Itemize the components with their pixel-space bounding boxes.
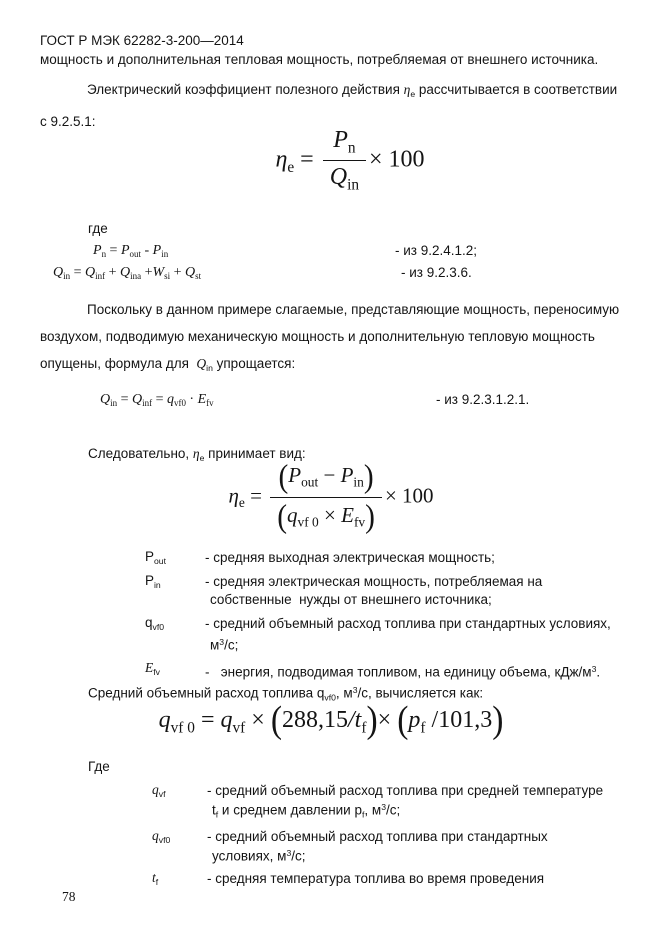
where-label-2: Где xyxy=(88,759,110,774)
where-label-1: где xyxy=(88,221,108,236)
paragraph-line: опущены, формула для $Q_{in}$ упрощается: xyxy=(40,356,296,374)
definition-tf xyxy=(152,870,632,887)
equation-qin-simplified: $Q_{in} = Q_{inf} = q_{vf0} \cdot E_{fv}$ xyxy=(100,392,214,409)
paragraph-line: с 9.2.5.1: xyxy=(40,114,96,130)
fraction xyxy=(270,460,382,535)
paren-group: $(P_{out} - P_{in})$ xyxy=(278,459,374,495)
paragraph-simplification xyxy=(40,296,619,382)
definition-term: $P_{out}$ xyxy=(145,549,167,567)
definition-term: $t_f$ xyxy=(152,869,159,887)
definition-qvf xyxy=(152,782,632,823)
definition-desc: - средний объемный расход топлива при стандартных условиях, $м^3/с$; xyxy=(207,829,548,864)
definition-pout xyxy=(145,549,625,567)
definition-list-1 xyxy=(145,549,625,688)
equation-reference: - из 9.2.4.1.2; xyxy=(395,243,478,258)
header-continuation-text: мощность и дополнительная тепловая мощность, потребляемая от внешнего источника. xyxy=(40,52,599,67)
paragraph-line: Средний объемный расход топлива $q_{vf0}$, $м^3/с$, вычисляется как: xyxy=(88,685,484,703)
definition-term: $q_{vf0}$ xyxy=(152,828,171,846)
paren-group: ($p_f$ /101,3) xyxy=(397,699,504,742)
paragraph-line: Следовательно, $\eta_е$ принимает вид: xyxy=(88,446,306,464)
definition-desc: - средняя электрическая мощность, потребляемая на собственные нужды от внешнего источника; xyxy=(205,574,543,607)
fraction: $\frac{P_n}{Q_{in}}$ xyxy=(323,126,366,196)
page-number: 78 xyxy=(62,889,76,904)
definition-list-2 xyxy=(152,782,632,892)
formula-qvf0-calculation: $q_{vf 0} = q_{vf} \times (288,15/t_f)\times (p_f$ /101,3) xyxy=(158,699,504,742)
definition-pin xyxy=(145,573,625,609)
definition-term: $q_{vf0}$ xyxy=(145,615,165,633)
paren-group: $(288,15/t_f)$ xyxy=(270,699,378,742)
definition-desc: - средняя температура топлива во время проведения xyxy=(207,870,545,886)
paragraph-line: Электрический коэффициент полезного действия $\eta_е$ рассчитывается в соответствии xyxy=(87,82,618,100)
equation-row-pn xyxy=(0,243,662,265)
definition-desc: - средний объемный расход топлива при средней температуре $t_f$ и среднем давлении $p_f$, $м^3/с$; xyxy=(207,783,604,820)
paragraph-line: воздухом, подводимую механическую мощность и дополнительную тепловую мощность xyxy=(40,329,595,344)
definition-qvf0-standard xyxy=(152,828,632,864)
definition-desc: - энергия, подводимая топливом, на единицу объема, кДж/$м^3$. xyxy=(205,664,601,680)
standard-number: ГОСТ Р МЭК 62282-3-200—2014 xyxy=(40,33,244,48)
formula-efficiency-expanded: $\eta_е$ = $\frac{(P_{out} - P_{in})}{(q_{vf 0} \times E_{fv})}$ × 100 xyxy=(228,459,434,535)
equation-qin: $Q_{in} = Q_{inf} + Q_{ina} +W_{si} + Q_{st}$ xyxy=(53,265,202,282)
equation-reference: - из 9.2.3.6. xyxy=(401,265,472,280)
paren-group: $(q_{vf 0} \times E_{fv})$ xyxy=(277,499,375,535)
equation-reference: - из 9.2.3.1.2.1. xyxy=(436,392,530,407)
equation-row-qin-simplified xyxy=(0,392,662,414)
definition-term: $P_{in}$ xyxy=(145,573,161,591)
paragraph-line: Поскольку в данном примере слагаемые, представляющие мощность, переносимую xyxy=(87,302,620,317)
equation-row-qin xyxy=(0,265,662,287)
definition-term: $E_{fv}$ xyxy=(145,660,160,678)
definition-term: $q_{vf}$ xyxy=(152,782,166,800)
definition-desc: - средний объемный расход топлива при стандартных условиях, $м^3/с$; xyxy=(205,616,611,653)
page-header xyxy=(40,31,598,69)
equation-pn: $P_n = P_{out} - P_{in}$ xyxy=(93,243,169,260)
definition-qvf0 xyxy=(145,615,625,654)
definition-desc: - средняя выходная электрическая мощность; xyxy=(205,550,495,565)
formula-electrical-efficiency: $\eta_е$ = $\frac{P_n}{Q_{in}}$ × 100 xyxy=(275,127,425,194)
